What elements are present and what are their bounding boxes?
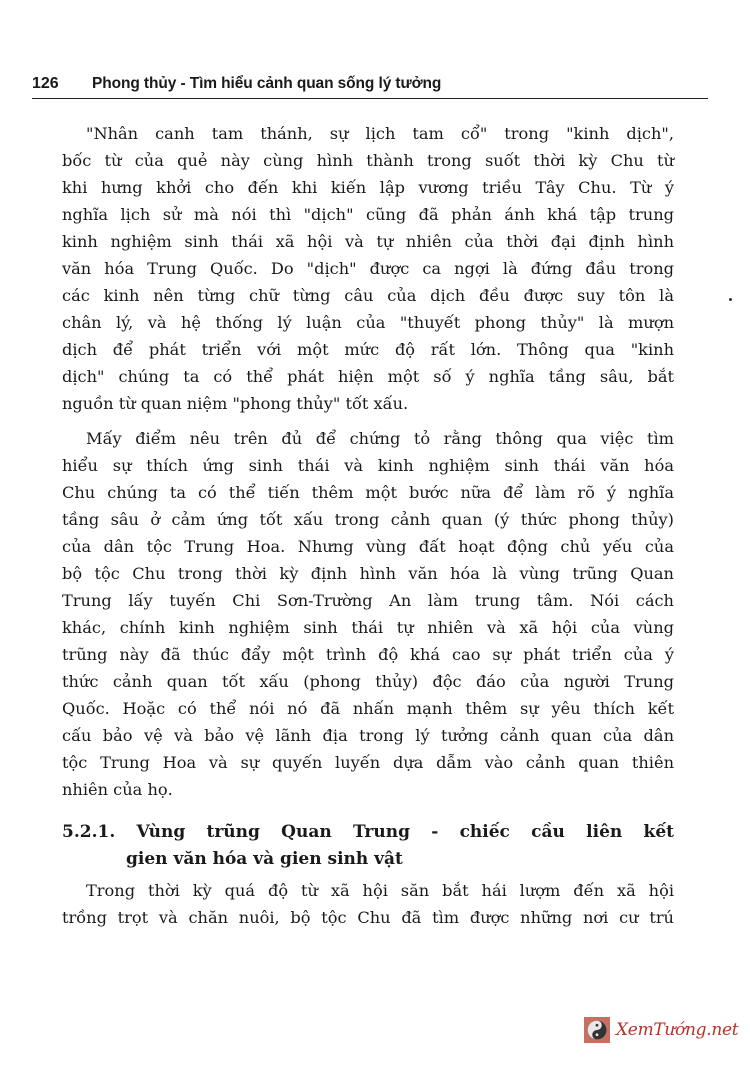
text-line: trũng này đã thúc đẩy một trình độ khá cao sự phát triển của ý: [62, 645, 674, 664]
text-line: khi hưng khởi cho đến khi kiến lập vương triều Tây Chu. Từ ý: [62, 178, 674, 197]
page-number: 126: [32, 75, 59, 92]
watermark-logo: [584, 1015, 738, 1045]
text-line: của dân tộc Trung Hoa. Nhưng vùng đất hoạt động chủ yếu của: [62, 537, 674, 556]
text-line: Chu chúng ta có thể tiến thêm một bước nữa để làm rõ ý nghĩa: [62, 483, 674, 502]
text-line: cấu bảo vệ và bảo vệ lãnh địa trong lý tưởng cảnh quan của dân: [62, 726, 674, 745]
heading-line: 5.2.1. Vùng trũng Quan Trung - chiếc cầu liên kết: [62, 822, 674, 842]
logo-badge: [584, 1017, 610, 1043]
text-line: văn hóa Trung Quốc. Do "dịch" được ca ngợi là đứng đầu trong: [62, 259, 674, 278]
text-line: trồng trọt và chăn nuôi, bộ tộc Chu đã tìm được những nơi cư trú: [62, 908, 674, 927]
text-line: bộ tộc Chu trong thời kỳ định hình văn hóa là vùng trũng Quan: [62, 564, 674, 583]
text-line: Mấy điểm nêu trên đủ để chứng tỏ rằng thông qua việc tìm: [86, 429, 674, 448]
text-line: Trong thời kỳ quá độ từ xã hội săn bắt hái lượm đến xã hội: [86, 881, 674, 900]
page-body: [62, 120, 674, 931]
text-line: tầng sâu ở cảm ứng tốt xấu trong cảnh quan (ý thức phong thủy): [62, 510, 674, 529]
text-line: dịch" chúng ta có thể phát hiện một số ý nghĩa tầng sâu, bắt: [62, 367, 674, 386]
text-line: chân lý, và hệ thống lý luận của "thuyết phong thủy" là mượn: [62, 313, 674, 332]
paragraph-3: [62, 877, 674, 931]
text-line: bốc từ của quẻ này cùng hình thành trong suốt thời kỳ Chu từ: [62, 151, 674, 170]
text-line: kinh nghiệm sinh thái xã hội và tự nhiên của thời đại định hình: [62, 232, 674, 251]
text-line: tộc Trung Hoa và sự quyến luyến dựa dẫm vào cảnh quan thiên: [62, 753, 674, 772]
paragraph-2: [62, 425, 674, 803]
running-title: Phong thủy - Tìm hiểu cảnh quan sống lý tưởng: [92, 75, 442, 92]
text-line: Quốc. Hoặc có thể nói nó đã nhấn mạnh thêm sự yêu thích kết: [62, 699, 674, 718]
watermark-text: XemTướng.net: [616, 1020, 739, 1040]
text-line: các kinh nên từng chữ từng câu của dịch đều được suy tôn là: [62, 286, 674, 305]
scan-speck: [729, 298, 732, 301]
text-line: dịch để phát triển với một mức độ rất lớn. Thông qua "kinh: [62, 340, 674, 359]
text-line: Trung lấy tuyến Chi Sơn-Trường An làm trung tâm. Nói cách: [62, 591, 674, 610]
text-line: nhiên của họ.: [62, 780, 173, 799]
heading-line: gien văn hóa và gien sinh vật: [126, 849, 403, 869]
text-line: nguồn từ quan niệm "phong thủy" tốt xấu.: [62, 394, 409, 413]
yin-yang-icon: [587, 1020, 607, 1040]
running-header: [32, 74, 708, 99]
text-line: thức cảnh quan tốt xấu (phong thủy) độc đáo của người Trung: [62, 672, 674, 691]
text-line: khác, chính kinh nghiệm sinh thái tự nhiên và xã hội của vùng: [62, 618, 674, 637]
text-line: nghĩa lịch sử mà nói thì "dịch" cũng đã phản ánh khá tập trung: [62, 205, 674, 224]
text-line: hiểu sự thích ứng sinh thái và kinh nghiệm sinh thái văn hóa: [62, 456, 674, 475]
text-line: "Nhân canh tam thánh, sự lịch tam cổ" trong "kinh dịch",: [86, 124, 674, 143]
section-heading: [62, 819, 674, 873]
paragraph-1: [62, 120, 674, 417]
